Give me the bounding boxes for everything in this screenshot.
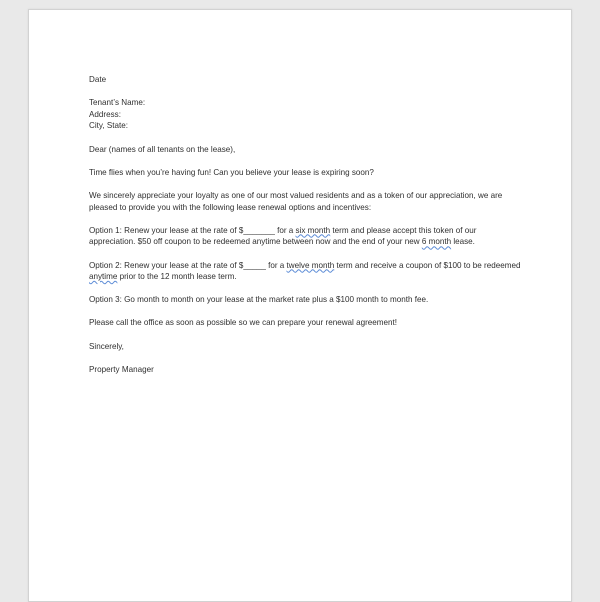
option-2-text: Option 2: Renew your lease at the rate of $_____ for a <box>89 260 287 270</box>
option-1-text: Option 1: Renew your lease at the rate of $_______ for a <box>89 225 296 235</box>
option-2-paragraph <box>89 260 521 283</box>
option-2-text-cont: term and receive a coupon of $100 to be redeemed <box>334 260 521 270</box>
signature: Property Manager <box>89 364 154 374</box>
spellcheck-six-month: six month <box>295 225 331 235</box>
option-1-paragraph <box>89 225 521 248</box>
option-1-text-cont: term and please accept this token of our appreciation. $50 off coupon to be redeemed anytime between now and the end of your new <box>89 225 477 247</box>
spellcheck-6-month: 6 month <box>421 237 452 247</box>
city-state-line: City, State: <box>89 121 128 131</box>
option-1-text-end: lease. <box>451 237 475 247</box>
address-line: Address: <box>89 109 121 119</box>
option-2-text-end: prior to the 12 month lease term. <box>117 272 237 282</box>
appreciation-paragraph: We sincerely appreciate your loyalty as one of our most valued residents and as a token of our appreciation, we are pleased to provide you with the following lease renewal options and incentives: <box>89 190 503 212</box>
document-page <box>28 9 572 602</box>
tenant-name-line: Tenant’s Name: <box>89 98 146 108</box>
spellcheck-anytime: anytime <box>89 272 118 282</box>
date-line: Date <box>89 75 107 84</box>
call-paragraph: Please call the office as soon as possible so we can prepare your renewal agreement! <box>89 318 398 328</box>
salutation: Dear (names of all tenants on the lease), <box>89 144 236 154</box>
intro-paragraph: Time flies when you’re having fun! Can you believe your lease is expiring soon? <box>89 167 374 177</box>
spellcheck-twelve-month: twelve month <box>286 260 335 270</box>
closing: Sincerely, <box>89 341 124 351</box>
letter-body <box>89 74 521 375</box>
option-3-paragraph: Option 3: Go month to month on your lease at the market rate plus a $100 month to month fee. <box>89 295 429 305</box>
